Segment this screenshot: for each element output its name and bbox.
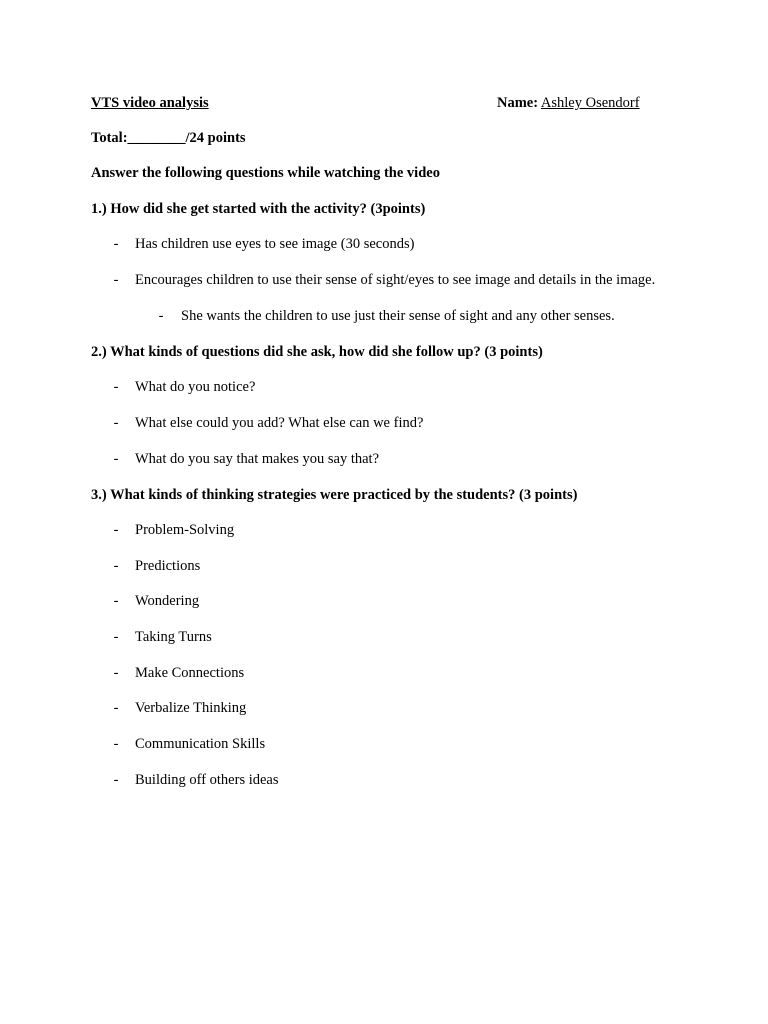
name-value: Ashley Osendorf	[540, 95, 640, 111]
bullet-dash: -	[113, 522, 119, 538]
bullet-dash: -	[113, 236, 119, 252]
question-3: 3.) What kinds of thinking strategies were practiced by the students? (3 points)	[91, 487, 578, 503]
bullet-dash: -	[113, 772, 119, 788]
question-2: 2.) What kinds of questions did she ask, how did she follow up? (3 points)	[91, 344, 543, 360]
bullet-dash: -	[113, 415, 119, 431]
total-label: Total:	[91, 130, 128, 146]
answer-text: Taking Turns	[135, 629, 212, 645]
bullet-dash: -	[113, 272, 119, 288]
document-title: VTS video analysis	[91, 95, 209, 111]
bullet-dash: -	[113, 629, 119, 645]
answer-text: Verbalize Thinking	[135, 700, 247, 716]
answer-text: Encourages children to use their sense of sight/eyes to see image and details in the image.	[135, 272, 656, 288]
total-suffix: /24 points	[185, 130, 246, 146]
answer-text: Communication Skills	[135, 736, 266, 752]
answer-text: What do you say that makes you say that?	[135, 451, 380, 467]
name-label: Name:	[497, 95, 539, 111]
total-points	[91, 129, 246, 147]
bullet-dash: -	[113, 379, 119, 395]
bullet-dash: -	[113, 665, 119, 681]
name-field	[497, 94, 640, 112]
bullet-dash: -	[113, 736, 119, 752]
bullet-dash: -	[113, 593, 119, 609]
answer-text: Wondering	[135, 593, 200, 609]
answer-text: Make Connections	[135, 665, 245, 681]
bullet-dash: -	[113, 451, 119, 467]
bullet-dash: -	[158, 308, 164, 324]
answer-text: Building off others ideas	[135, 772, 279, 788]
answer-text: What else could you add? What else can we find?	[135, 415, 424, 431]
answer-text: What do you notice?	[135, 379, 256, 395]
answer-text: Problem-Solving	[135, 522, 235, 538]
answer-text: Predictions	[135, 558, 201, 574]
answer-text: She wants the children to use just their sense of sight and any other senses.	[181, 308, 615, 324]
total-blank: ________	[127, 130, 186, 146]
bullet-dash: -	[113, 700, 119, 716]
answer-text: Has children use eyes to see image (30 seconds)	[135, 236, 415, 252]
instructions: Answer the following questions while watching the video	[91, 165, 440, 181]
bullet-dash: -	[113, 558, 119, 574]
question-1: 1.) How did she get started with the activity? (3points)	[91, 201, 426, 217]
